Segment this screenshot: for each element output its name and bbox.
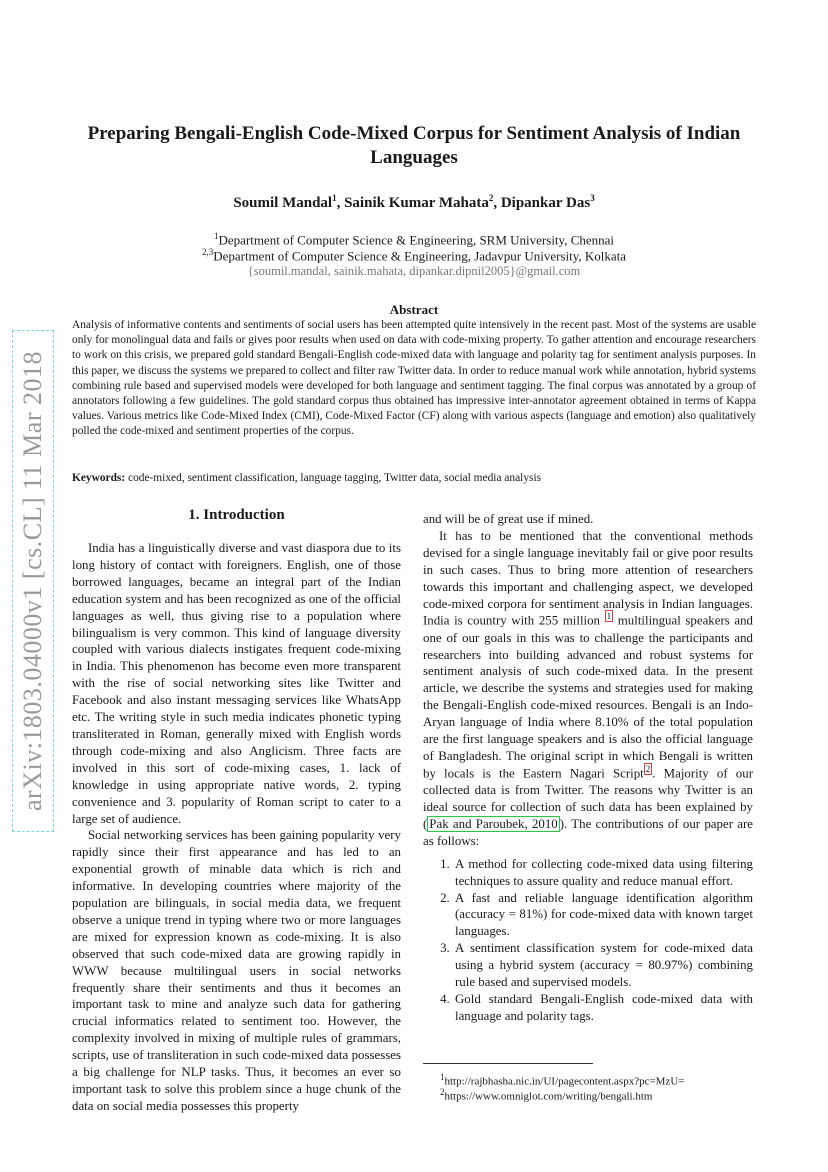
footnote-text[interactable]: https://www.omniglot.com/writing/bengali.htm xyxy=(444,1090,653,1103)
keywords xyxy=(72,472,756,484)
arxiv-stamp: arXiv:1803.04000v1 [cs.CL] 11 Mar 2018 xyxy=(18,351,47,811)
affiliation-text: Department of Computer Science & Engineering, SRM University, Chennai xyxy=(218,232,615,248)
author-name: Dipankar Das xyxy=(500,195,591,211)
affiliation xyxy=(80,247,748,264)
keywords-text: code-mixed, sentiment classification, language tagging, Twitter data, social media analysis xyxy=(128,472,542,484)
affiliation-text: Department of Computer Science & Engineering, Jadavpur University, Kolkata xyxy=(213,248,627,264)
paragraph: Social networking services has been gaining popularity very rapidly since their first appearance and has led to an exponential growth of minable data which is rich and informative. In developing countries where majority of the population are bilinguals, in social media data, we frequent observe a unique trend in typing where two or more languages are mixed for expression known as code-mixing. It is also observed that such code-mixed data are growing rapidly in WWW because multilingual users in social networks frequently share their sentiments and thus it becomes an important task to mine and analyze such data for gathering crucial informatics related to sentiment too. However, the complexity involved in mixing of multiple rules of grammars, scripts, use of transliteration in such code-mixed data possesses a big challenge for NLP tasks. Thus, it becomes an ever so important task to solve this problem since a huge chunk of the data on social media possesses this property xyxy=(72,828,401,1113)
citation-link[interactable]: Pak and Paroubek, 2010 xyxy=(429,816,558,831)
footnote-ref[interactable]: 2 xyxy=(645,763,651,774)
right-column xyxy=(423,511,753,1025)
footnote-rule xyxy=(423,1063,593,1064)
author-sup: 3 xyxy=(590,193,595,203)
text-run: . Majority of our collected data is from Twitter. The reasons why Twitter is an ideal source for collection of such data has been explained by xyxy=(423,766,753,814)
affiliation-sup: 2,3 xyxy=(201,247,214,257)
abstract-text: Analysis of informative contents and sentiments of social users has been attempted quite intensively in the recent past. Most of the systems are usable only for monolingual data and fails or gives poor results when used on data with code-mixing property. To gather attention and encourage researchers to work on this crisis, we prepared gold standard Bengali-English code-mixed data with language and polarity tag for sentiment analysis purposes. In this paper, we discuss the systems we prepared to collect and filter raw Twitter data. In order to reduce manual work while annotation, hybrid systems combining rule based and supervised models were developed for both language and sentiment tagging. The final corpus was annotated by a group of annotators following a few guidelines. The gold standard corpus thus obtained has impressive inter-annotator agreement obtained in terms of Kappa values. Various metrics like Code-Mixed Index (CMI), Code-Mixed Factor (CF) along with various aspects (language and emotion) also qualitatively polled the code-mixed and sentiment properties of the corpus. xyxy=(72,319,756,438)
footnote-text[interactable]: http://rajbhasha.nic.in/UI/pagecontent.aspx?pc=MzU= xyxy=(444,1075,685,1088)
abstract-heading: Abstract xyxy=(389,302,439,317)
list-item: 1. A method for collecting code-mixed data using filtering techniques to assure quality and reduce manual effort. xyxy=(453,856,753,890)
footnote-mark: 2 xyxy=(440,1087,445,1097)
author-name: Soumil Mandal xyxy=(233,195,333,211)
author-emails: {soumil.mandal, sainik.mahata, dipankar.dipnil2005}@gmail.com xyxy=(247,264,581,278)
text-run: multilingual speakers and one of our goals in this was to challenge the participants and researchers into building advanced and robust systems for sentiment analysis of such code-mixed data. In the present article, we describe the systems and strategies used for making the Bengali-English code-mixed resources. Bengali is an Indo-Aryan language of India where 8.10% of the total population are the first language speakers and is also the official language of Bangladesh. The original script in which Bengali is written by locals is the Eastern Nagari Script xyxy=(423,613,753,781)
left-column xyxy=(72,540,401,1115)
footnote-mark: 1 xyxy=(440,1072,445,1082)
keywords-label: Keywords: xyxy=(72,472,126,484)
footnote xyxy=(440,1072,684,1088)
affiliation-sup: 1 xyxy=(213,231,219,241)
paragraph-continuation: and will be of great use if mined. xyxy=(423,512,594,526)
author-sup: 1 xyxy=(332,193,337,203)
arxiv-stamp-box xyxy=(12,330,54,832)
contributions-list xyxy=(423,856,753,1025)
paragraph: India has a linguistically diverse and vast diaspora due to its long history of contact with foreigners. English, one of those borrowed languages, became an integral part of the Indian education system and has been recognized as one of the official languages as well, thus giving rise to a population where bilingualism is very common. This kind of language diversity coupled with various dialects instigates frequent code-mixing in India. This phenomenon has become even more transparent with the rise of social networking sites like Twitter and Facebook and also instant messaging services like WhatsApp etc. The writing style in such media indicates phonetic typing transliterated in Roman, generally mixed with English words through code-mixing and also Anglicism. Three facts are involved in this sort of code-mixing cases, 1. lack of knowledge in using appropriate native words, 2. typing convenience and 3. popularity of Roman script to cater to a large set of audience. xyxy=(72,541,401,826)
affiliation xyxy=(80,231,748,248)
list-item: 3. A sentiment classification system for code-mixed data using a hybrid system (accuracy = 80.97%) combining rule based and supervised models. xyxy=(453,940,753,991)
section-heading: 1. Introduction xyxy=(188,507,285,523)
list-item: 4. Gold standard Bengali-English code-mixed data with language and polarity tags. xyxy=(453,991,753,1025)
author-name: Sainik Kumar Mahata xyxy=(344,195,489,211)
paper-title: Preparing Bengali-English Code-Mixed Corpus for Sentiment Analysis of Indian Languages xyxy=(87,123,741,168)
author-line: Soumil Mandal$^1$, Sainik Kumar Mahata$^2$, Dipankar Das$^3$ xyxy=(233,193,595,211)
paragraph: It has to be mentioned that the conventional methods devised for a single language inevitably fail or give poor results in such cases. Thus to bring more attention of researchers towards this important and challenging aspect, we developed code-mixed corpora for sentiment analysis in Indian languages. India is country with 255 million $^1$ multilingual speakers and one of our goals in this was to challenge the participants and researchers into building advanced and robust systems for sentiment analysis of such code-mixed data. In the present article, we describe the systems and strategies used for making the Bengali-English code-mixed resources. Bengali is an Indo-Aryan language of India where 8.10% of the total population are the first language speakers and is also the official language of Bangladesh. The original script in which Bengali is written by locals is the Eastern Nagari Script $^2$ . Majority of our collected data is from Twitter. The reasons why Twitter is an ideal source for collection of such data has been explained by ( Pak and Paroubek, 2010 ). The contributions of our paper are as follows: xyxy=(423,528,753,848)
list-item: 2. A fast and reliable language identification algorithm (accuracy = 81%) for code-mixed data with known target languages. xyxy=(453,890,753,941)
footnote xyxy=(440,1087,652,1103)
text-run: . The contributions of our paper are as follows: xyxy=(423,816,753,848)
author-sup: 2 xyxy=(488,193,494,203)
footnote-ref[interactable]: 1 xyxy=(606,611,612,622)
text-run: It has to be mentioned that the conventional methods devised for a single language inevitably fail or give poor results in such cases. Thus to bring more attention of researchers towards this important and challenging aspect, we developed code-mixed corpora for sentiment analysis in Indian languages. India is country with 255 million xyxy=(423,528,753,628)
